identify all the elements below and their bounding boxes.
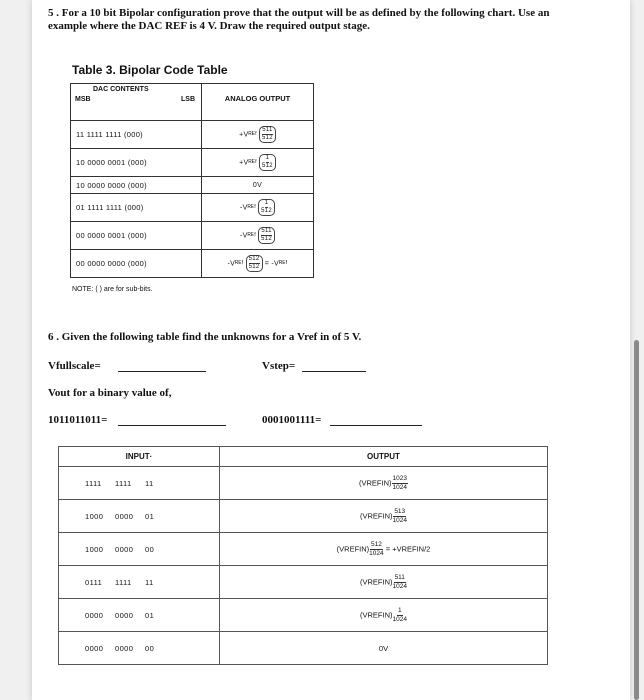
input-code-cell [59, 467, 220, 500]
table4-row [59, 599, 548, 632]
denominator: 512 [261, 135, 273, 141]
table3-title: Table 3. Bipolar Code Table [72, 63, 228, 77]
output-cell [220, 566, 548, 599]
fraction [259, 154, 276, 171]
analog-output-cell [202, 250, 314, 278]
table3-row [71, 194, 314, 222]
input-output-table [58, 446, 548, 665]
msb-label: MSB [75, 96, 91, 103]
vrefin-prefix: (VREFIN) [359, 477, 392, 487]
fraction [369, 541, 383, 558]
output-suffix: = -Vᴿᴱᶠ [262, 260, 288, 268]
input-bits: 01 [145, 511, 155, 521]
output-cell [220, 500, 548, 533]
input-code-cell [59, 632, 220, 665]
table4-row [59, 533, 548, 566]
input-bits: 11 [145, 577, 154, 587]
input-bits: 0000 [85, 610, 104, 620]
input-bits: 00 [145, 544, 155, 554]
output-header: OUTPUT [220, 447, 548, 467]
dac-contents-header [71, 84, 202, 121]
numerator: 511 [394, 573, 405, 581]
input-code-cell [59, 599, 220, 632]
vref-prefix: +Vᴿᴱᶠ [239, 159, 257, 167]
analog-output-cell [202, 149, 314, 177]
numerator: 513 [394, 507, 406, 515]
fraction [258, 227, 275, 244]
fraction [259, 126, 276, 143]
dac-code-cell: 10 0000 0001 (000) [71, 149, 202, 177]
output-cell [220, 599, 548, 632]
denominator: 1024 [392, 483, 407, 491]
output-suffix: = +VREFIN/2 [383, 543, 431, 553]
table3-note: NOTE: ( ) are for sub-bits. [72, 286, 153, 293]
output-cell [220, 467, 548, 500]
denominator: 1024 [392, 582, 407, 590]
numerator: 1 [264, 200, 269, 206]
numerator: 1023 [392, 474, 407, 482]
binary-2-label: 0001001111= [262, 414, 322, 426]
input-bits: 0000 [115, 610, 134, 620]
vfullscale-label: Vfullscale= [48, 360, 101, 372]
vref-prefix: +Vᴿᴱᶠ [239, 131, 257, 139]
dac-code-cell: 00 0000 0000 (000) [71, 250, 202, 278]
output-cell: 0V [220, 632, 548, 665]
denominator: 1024 [369, 549, 384, 557]
binary-2-answer-line[interactable] [330, 425, 422, 426]
dac-code-cell: 10 0000 0000 (000) [71, 177, 202, 194]
question-6-text: 6 . Given the following table find the unknowns for a Vref in of 5 V. [48, 331, 362, 343]
denominator: 512 [248, 264, 260, 270]
table4-row [59, 566, 548, 599]
input-code-cell [59, 533, 220, 566]
table4-row [59, 500, 548, 533]
analog-output-header: ANALOG OUTPUT [202, 84, 314, 121]
table3-row [71, 222, 314, 250]
bipolar-code-table [70, 83, 314, 278]
denominator: 1024 [392, 615, 407, 623]
fraction [392, 475, 408, 492]
binary-1-label: 1011011011= [48, 414, 108, 426]
table3-row [71, 149, 314, 177]
numerator: 512 [248, 256, 260, 262]
table3-row [71, 177, 314, 194]
table4-row [59, 467, 548, 500]
binary-1-answer-line[interactable] [118, 425, 226, 426]
analog-output-cell: 0V [202, 177, 314, 194]
input-bits: 1111 [115, 577, 132, 587]
input-code-cell [59, 500, 220, 533]
dac-code-cell: 00 0000 0001 (000) [71, 222, 202, 250]
numerator: 511 [261, 228, 272, 234]
input-bits: 0000 [115, 511, 134, 521]
input-bits: 0111 [85, 577, 103, 587]
fraction [393, 508, 407, 525]
numerator: 1 [265, 155, 270, 161]
input-bits: 0000 [85, 643, 104, 653]
input-bits: 1111 [85, 478, 102, 488]
analog-output-cell [202, 194, 314, 222]
lsb-label: LSB [181, 96, 195, 103]
scrollbar-thumb[interactable] [634, 340, 639, 700]
vrefin-prefix: (VREFIN) [360, 510, 393, 520]
dac-code-cell: 01 1111 1111 (000) [71, 194, 202, 222]
vfullscale-answer-line[interactable] [118, 371, 206, 372]
dac-code-cell: 11 1111 1111 (000) [71, 121, 202, 149]
numerator: 512 [370, 540, 382, 548]
denominator: 512 [261, 208, 273, 214]
denominator: 512 [261, 163, 273, 169]
vrefin-prefix: (VREFIN) [360, 576, 393, 586]
input-bits: 0000 [115, 643, 134, 653]
analog-output-cell [202, 222, 314, 250]
input-bits: 00 [145, 643, 155, 653]
input-bits: 1111 [115, 478, 132, 488]
input-bits: 1000 [85, 544, 104, 554]
question-5-text: 5 . For a 10 bit Bipolar configuration prove that the output will be as defined by the following chart. Use an example where the DAC REF is 4 V. Draw the required output stage. [48, 7, 550, 32]
fraction [393, 574, 407, 591]
vref-prefix: -Vᴿᴱᶠ [239, 232, 257, 240]
fraction [246, 255, 263, 272]
input-bits: 0000 [115, 544, 134, 554]
vstep-label: Vstep= [262, 360, 296, 372]
denominator: 512 [261, 236, 273, 242]
input-header: INPUT· [59, 447, 220, 467]
vrefin-prefix: (VREFIN) [336, 543, 370, 553]
vout-label: Vout for a binary value of, [48, 387, 172, 399]
input-bits: 11 [145, 478, 154, 488]
vref-prefix: -Vᴿᴱᶠ [239, 204, 257, 212]
vrefin-prefix: (VREFIN) [360, 609, 393, 619]
numerator: 511 [262, 127, 273, 133]
fraction [393, 607, 407, 624]
numerator: 1 [397, 606, 402, 614]
input-bits: 1000 [85, 511, 104, 521]
analog-output-cell [202, 121, 314, 149]
fraction [258, 199, 275, 216]
denominator: 1024 [392, 516, 407, 524]
vref-prefix: -Vᴿᴱᶠ [227, 260, 244, 268]
dac-contents-label: DAC CONTENTS [93, 86, 149, 93]
output-cell [220, 533, 548, 566]
table4-row [59, 632, 548, 665]
table3-row [71, 121, 314, 149]
input-code-cell [59, 566, 220, 599]
input-bits: 01 [145, 610, 155, 620]
table3-row [71, 250, 314, 278]
vstep-answer-line[interactable] [302, 371, 366, 372]
